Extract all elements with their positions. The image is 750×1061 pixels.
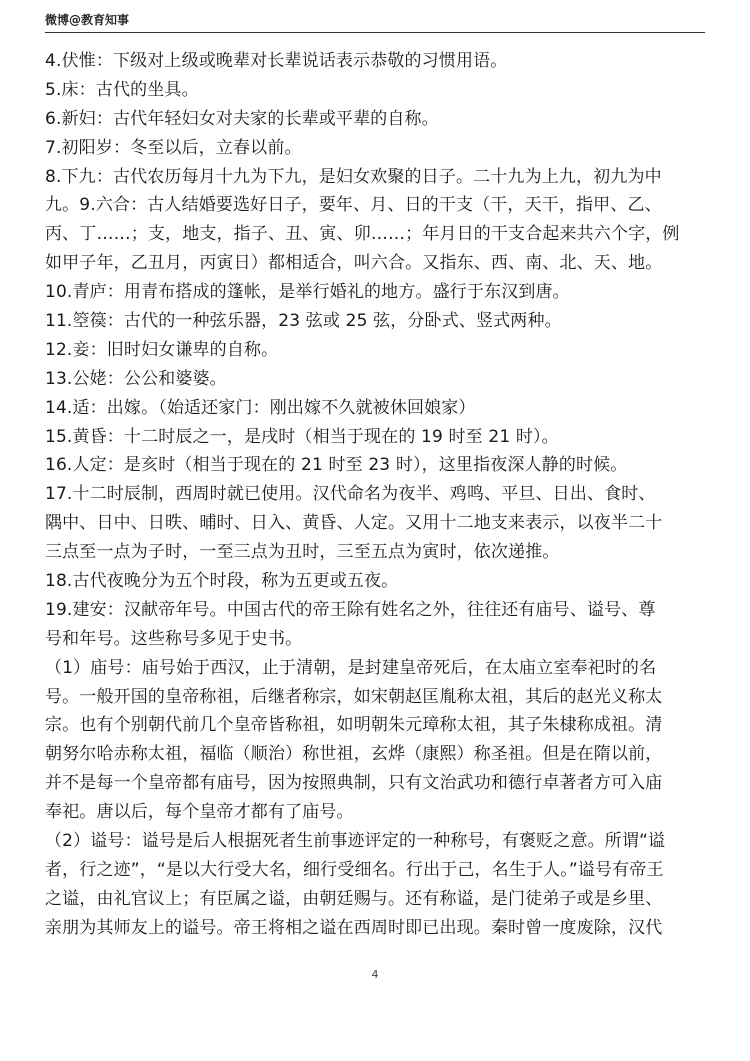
text-line: 16.人定：是亥时（相当于现在的 21 时至 23 时），这里指夜深人静的时候。 <box>45 455 628 476</box>
text-line: 18.古代夜晚分为五个时段，称为五更或五夜。 <box>45 571 399 592</box>
text-line: 6.新妇：古代年轻妇女对夫家的长辈或平辈的自称。 <box>45 108 439 129</box>
text-line: 如甲子年，乙丑月，丙寅日）都相适合，叫六合。又指东、西、南、北、天、地。 <box>45 253 663 274</box>
text-line: 17.十二时辰制，西周时就已使用。汉代命名为夜半、鸡鸣、平旦、日出、食时、 <box>45 484 656 505</box>
text-line: 三点至一点为子时，一至三点为丑时，三至五点为寅时，依次递推。 <box>45 542 560 563</box>
text-line: 之谥，由礼官议上；有臣属之谥，由朝廷赐与。还有称谥，是门徒弟子或是乡里、 <box>45 888 663 909</box>
text-line: 丙、丁……；支，地支，指子、丑、寅、卯……；年月日的干支合起来共六个字，例 <box>45 224 680 245</box>
page-header <box>45 10 705 33</box>
text-line: 隅中、日中、日昳、晡时、日入、黄昏、人定。又用十二地支来表示，以夜半二十 <box>45 513 663 534</box>
text-line: 12.妾：旧时妇女谦卑的自称。 <box>45 339 279 360</box>
text-line: 8.下九：古代农历每月十九为下九，是妇女欢聚的日子。二十九为上九，初九为中 <box>45 166 662 187</box>
text-line: 4.伏惟：下级对上级或晚辈对长辈说话表示恭敬的习惯用语。 <box>45 51 508 71</box>
page-number: 4 <box>371 968 379 981</box>
header-watermark-text: 微博@教育知事 <box>45 13 130 27</box>
text-line: 者，行之迹”，“是以大行受大名，细行受细名。行出于己，名生于人。”谥号有帝王 <box>45 859 664 880</box>
text-line: 11.箜篌：古代的一种弦乐器，23 弦或 25 弦，分卧式、竖式两种。 <box>45 311 562 332</box>
text-line: 号。一般开国的皇帝称祖，后继者称宗，如宋朝赵匡胤称太祖，其后的赵光义称太 <box>45 686 663 707</box>
text-line: 号和年号。这些称号多见于史书。 <box>45 628 303 649</box>
text-line: （2）谥号：谥号是后人根据死者生前事迹评定的一种称号，有褒贬之意。所谓“谥 <box>45 831 666 852</box>
text-line: 宗。也有个别朝代前几个皇帝皆称祖，如明朝朱元璋称太祖，其子朱棣称成祖。清 <box>45 715 663 736</box>
text-line: 亲朋为其师友上的谥号。帝王将相之谥在西周时即已出现。秦时曾一度废除，汉代 <box>45 917 663 938</box>
text-line: 13.公姥：公公和婆婆。 <box>45 368 227 389</box>
document-body <box>45 47 707 943</box>
text-line: 15.黄昏：十二时辰之一，是戌时（相当于现在的 19 时至 21 时）。 <box>45 426 559 447</box>
text-line: 10.青庐：用青布搭成的篷帐，是举行婚礼的地方。盛行于东汉到唐。 <box>45 282 570 303</box>
text-line: 朝努尔哈赤称太祖，福临（顺治）称世祖，玄烨（康熙）称圣祖。但是在隋以前， <box>45 744 663 765</box>
text-line: 九。9.六合：古人结婚要选好日子，要年、月、日的干支（干，天干，指甲、乙、 <box>45 195 662 216</box>
text-line: （1）庙号：庙号始于西汉，止于清朝，是封建皇帝死后，在太庙立室奉祀时的名 <box>45 657 657 678</box>
text-line: 并不是每一个皇帝都有庙号，因为按照典制，只有文治武功和德行卓著者方可入庙 <box>45 773 663 794</box>
text-line: 19.建安：汉献帝年号。中国古代的帝王除有姓名之外，往往还有庙号、谥号、尊 <box>45 599 656 620</box>
text-line: 5.床：古代的坐具。 <box>45 79 199 100</box>
text-line: 奉祀。唐以后，每个皇帝才都有了庙号。 <box>45 802 354 823</box>
text-line: 7.初阳岁：冬至以后，立春以前。 <box>45 137 302 158</box>
text-line: 14.适：出嫁。（始适还家门：刚出嫁不久就被休回娘家） <box>45 397 476 418</box>
